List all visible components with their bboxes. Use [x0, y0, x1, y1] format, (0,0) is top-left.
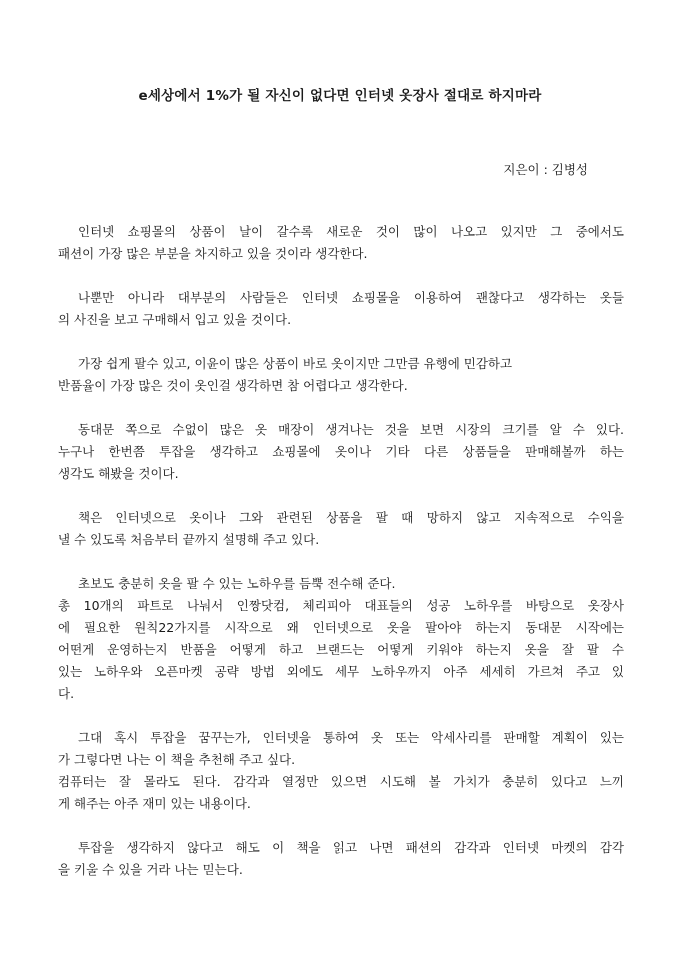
text-line: 가 그렇다면 나는 이 책을 추천해 주고 싶다. [58, 752, 296, 767]
text-line: 생각도 해봤을 것이다. [58, 466, 179, 481]
text-line: 반품율이 가장 많은 것이 옷인걸 생각하면 참 어렵다고 생각한다. [58, 378, 408, 393]
text-line: 컴퓨터는 잘 몰라도 된다. 감각과 열정만 있으면 시도해 볼 가치가 충분히 있다고 느끼 [58, 774, 624, 789]
text-line: 책은 인터넷으로 옷이나 그와 관련된 상품을 팔 때 망하지 않고 지속적으로 수익을 [78, 510, 624, 525]
text-line: 동대문 쪽으로 수없이 많은 옷 매장이 생겨나는 것을 보면 시장의 크기를 알 수 있다. [78, 422, 624, 437]
text-line: 인터넷 쇼핑몰의 상품이 날이 갈수록 새로운 것이 많이 나오고 있지만 그 중에서도 [78, 224, 624, 239]
text-line: 낼 수 있도록 처음부터 끝까지 설명해 주고 있다. [58, 532, 320, 547]
text-line: 총 10개의 파트로 나눠서 인짱닷컴, 체리피아 대표들의 성공 노하우를 바탕으로 옷장사 [58, 598, 624, 613]
text-line: 누구나 한번쯤 투잡을 생각하고 쇼핑몰에 옷이나 기타 다른 상품들을 판매해볼까 하는 [58, 444, 624, 459]
text-line: 가장 쉽게 팔수 있고, 이윤이 많은 상품이 바로 옷이지만 그만큼 유행에 민감하고 [78, 356, 513, 371]
text-line: 초보도 충분히 옷을 팔 수 있는 노하우를 듬뿍 전수해 준다. [78, 576, 396, 591]
text-line: 있는 노하우와 오픈마켓 공략 방법 외에도 세무 노하우까지 아주 세세히 가르쳐 주고 있 [58, 664, 624, 679]
text-line: 에 필요한 원칙22가지를 시작으로 왜 인터넷으로 옷을 팔아야 하는지 동대문 시작에는 [58, 620, 624, 635]
text-line: 투잡을 생각하지 않다고 해도 이 책을 읽고 나면 패션의 감각과 인터넷 마켓의 감각 [78, 840, 624, 855]
text-line: 의 사진을 보고 구매해서 입고 있을 것이다. [58, 312, 292, 327]
author-line: 지은이 : 김병성 [503, 162, 588, 177]
document-title: e세상에서 1%가 될 자신이 없다면 인터넷 옷장사 절대로 하지마라 [138, 88, 542, 104]
paragraph-5 [58, 507, 624, 551]
text-line: 어떤게 운영하는지 반품을 어떻게 하고 브랜드는 어떻게 키워야 하는지 옷을 잘 팔 수 [58, 642, 624, 657]
paragraph-2 [58, 287, 624, 331]
paragraph-8 [58, 837, 624, 881]
text-line: 나뿐만 아니라 대부분의 사람들은 인터넷 쇼핑몰을 이용하여 괜찮다고 생각하는 옷들 [78, 290, 624, 305]
paragraph-1 [58, 221, 624, 265]
text-line: 게 해주는 아주 재미 있는 내용이다. [58, 796, 251, 811]
paragraph-3 [58, 353, 624, 397]
paragraph-4 [58, 419, 624, 485]
document-body [58, 221, 624, 903]
text-line: 을 키울 수 있을 거라 나는 믿는다. [58, 862, 243, 877]
text-line: 다. [58, 686, 75, 701]
text-line: 그대 혹시 투잡을 꿈꾸는가, 인터넷을 통하여 옷 또는 악세사리를 판매할 계획이 있는 [78, 730, 624, 745]
paragraph-6 [58, 573, 624, 705]
paragraph-7 [58, 727, 624, 815]
text-line: 패션이 가장 많은 부분을 차지하고 있을 것이라 생각한다. [58, 246, 368, 261]
